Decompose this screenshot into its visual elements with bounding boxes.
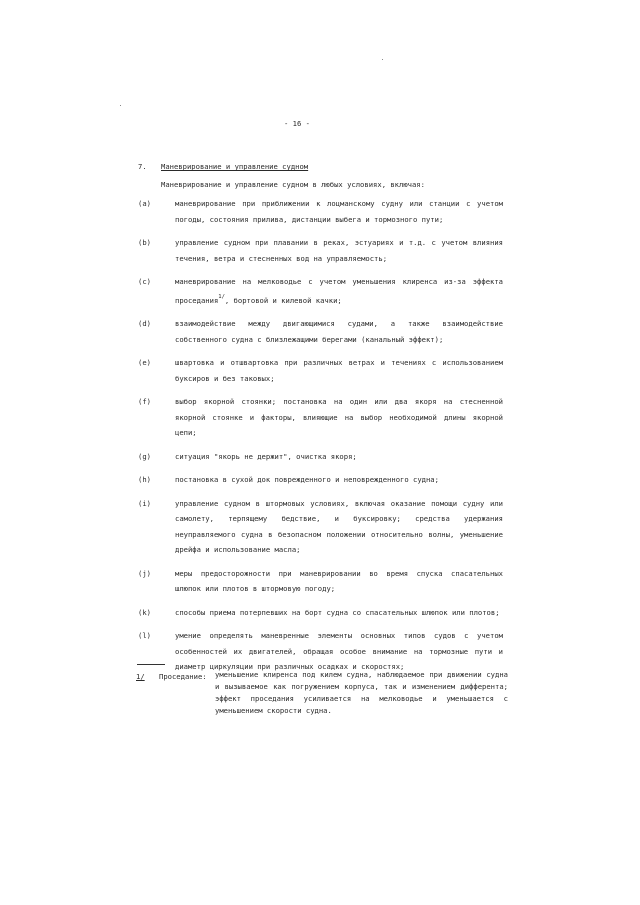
item-label: (b) <box>138 238 151 247</box>
item-label: (g) <box>138 451 151 461</box>
list-item <box>138 394 503 441</box>
item-text <box>175 274 503 308</box>
item-text: ситуация "якорь не держит", очистка якоря; <box>175 451 357 461</box>
list-item <box>138 235 503 266</box>
list-item <box>138 355 503 386</box>
section-number: 7. <box>138 162 147 171</box>
item-text: управление судном в штормовых условиях, включая оказание помощи судну или самолету, терпящему бедствие, и буксировку; средства удержания неуправляемого судна в безопасном положении относительно волны, уменьшение дрейфа и использование масла; <box>175 498 503 554</box>
list-item <box>138 274 503 308</box>
list-item <box>138 472 503 488</box>
item-text-part: маневрирование на мелководье с учетом уменьшения клиренса из-за эффекта проседания <box>175 277 503 305</box>
list-item <box>138 566 503 597</box>
item-text: швартовка и отшвартовка при различных ветрах и течениях с использованием буксиров и без таковых; <box>175 358 503 383</box>
item-list <box>138 196 503 683</box>
item-label: (f) <box>138 397 151 406</box>
item-text: умение определять маневренные элементы основных типов судов с учетом особенностей их двигателей, обращая особое внимание на тормозные пути и диаметр циркуляции при различных осадках и скоростях; <box>175 631 503 671</box>
item-label: (h) <box>138 475 151 484</box>
scan-speck <box>120 105 121 106</box>
item-text: выбор якорной стоянки; постановка на один или два якоря на стесненной якорной стоянке и факторы, влияющие на выбор необходимой длины якорной цепи; <box>175 397 503 437</box>
item-text: взаимодействие между двигающимися судами, а также взаимодействие собственного судна с близлежащими берегами (канальный эффект); <box>175 319 503 344</box>
item-text-part: , бортовой и килевой качки; <box>224 295 342 305</box>
item-label: (l) <box>138 631 151 640</box>
item-label: (e) <box>138 358 151 367</box>
item-text: способы приема потерпевших на борт судна со спасательных шлюпок или плотов; <box>175 607 500 617</box>
scan-speck <box>382 59 383 60</box>
list-item <box>138 628 503 675</box>
list-item <box>138 605 503 621</box>
section-title: Маневрирование и управление судном <box>161 162 309 171</box>
item-label: (k) <box>138 607 151 617</box>
item-label: (i) <box>138 498 151 508</box>
item-text: меры предосторожности при маневрировании во время спуска спасательных шлюпок или плотов в штормовую погоду; <box>175 568 503 593</box>
item-label: (c) <box>138 277 151 286</box>
footnote-mark: 1/ <box>136 672 145 681</box>
section-intro: Маневрирование и управление судном в любых условиях, включая: <box>161 180 425 189</box>
item-label: (j) <box>138 568 151 578</box>
list-item <box>138 496 503 558</box>
footnote-term: Проседание: <box>159 672 207 681</box>
footnote-text: уменьшение клиренса под килем судна, наблюдаемое при движении судна и вызываемое как погружением корпуса, так и изменением дифферента; эффект проседания усиливается на мелководье и уменьшается с уменьшением скорости судна. <box>215 670 508 715</box>
list-item <box>138 196 503 227</box>
footnote <box>136 669 508 717</box>
item-text: постановка в сухой док поврежденного и неповрежденного судна; <box>175 475 439 484</box>
page-number: - 16 - <box>284 119 310 128</box>
footnote-divider <box>137 664 165 665</box>
item-text: управление судном при плавании в реках, эстуариях и т.д. с учетом влияния течения, ветра и стесненных вод на управляемость; <box>175 238 503 263</box>
list-item <box>138 316 503 347</box>
item-label: (d) <box>138 319 151 328</box>
item-text: маневрирование при приближении к лоцманскому судну или станции с учетом погоды, состояния прилива, дистанции выбега и тормозного пути; <box>175 199 503 224</box>
item-label: (a) <box>138 199 151 208</box>
footnote-reference: 1/ <box>218 293 225 300</box>
list-item <box>138 449 503 465</box>
